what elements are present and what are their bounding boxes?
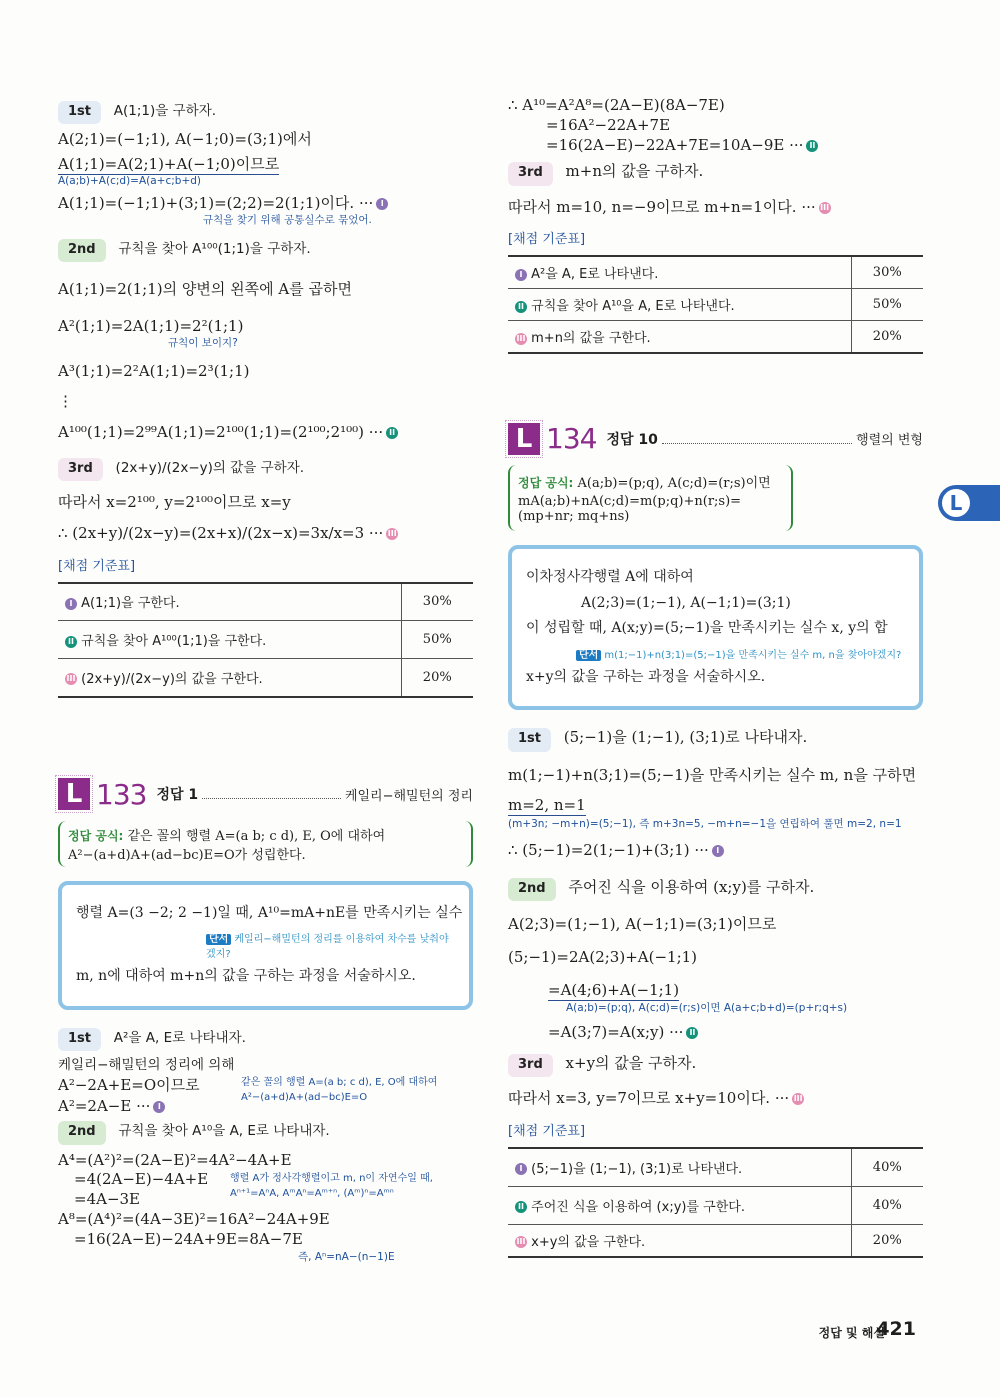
- mark-1-icon: I: [515, 269, 527, 281]
- problem-number: 133: [96, 777, 147, 811]
- solution-line: ⋮: [58, 392, 73, 411]
- hint: 단서 케일리−해밀턴의 정리를 이용하여 차수를 낮춰야겠지?: [206, 934, 449, 961]
- step-heading: [508, 1054, 923, 1077]
- step-heading: [58, 101, 473, 124]
- rubric-table: [508, 1147, 923, 1258]
- dotted-leader: [662, 434, 852, 444]
- step-badge: 2nd: [58, 1121, 106, 1144]
- lesson-l-icon: L: [58, 778, 90, 810]
- step-badge: 1st: [508, 728, 551, 751]
- mark-1-icon: I: [376, 198, 388, 210]
- table-row: I (5;−1)을 (1;−1), (3;1)로 나타낸다. 40%: [508, 1148, 923, 1186]
- problem-header-133: [58, 778, 473, 811]
- step-title: (2x+y)/(2x−y)의 값을 구하자.: [115, 459, 305, 476]
- mark-3-icon: III: [516, 333, 526, 343]
- dotted-leader: [202, 789, 341, 799]
- page-number: 421: [876, 1318, 916, 1340]
- step-badge: 3rd: [58, 458, 103, 481]
- formula-box: 정답 공식: 같은 꼴의 행렬 A=(a b; c d), E, O에 대하여 A²−(a+d)A+(ad−bc)E=O가 성립한다.: [58, 821, 473, 867]
- step-title: A(1;1)을 구하자.: [113, 103, 217, 119]
- mark-2-icon: II: [515, 301, 527, 313]
- topic-label: 케일리−해밀턴의 정리: [344, 788, 473, 804]
- lesson-l-icon: L: [508, 423, 540, 455]
- mark-3-icon: III: [66, 674, 76, 684]
- footer-label: 정답 및 해설: [818, 1326, 885, 1340]
- rubric-table: [508, 255, 923, 354]
- table-row: III m+n의 값을 구한다. 20%: [508, 321, 923, 354]
- mark-1-icon: I: [153, 1101, 165, 1113]
- step-badge: 1st: [58, 101, 101, 124]
- mark-2-icon: II: [515, 1201, 527, 1213]
- solution-line: A³(1;1)=2²A(1;1)=2³(1;1): [58, 361, 250, 380]
- solution-line: 따라서 x=2¹⁰⁰, y=2¹⁰⁰이므로 x=y: [58, 493, 291, 512]
- mark-2-icon: II: [386, 427, 398, 439]
- step-heading: [58, 1121, 473, 1144]
- question-box: 행렬 A=(3 −2; 2 −1)일 때, A¹⁰=mA+nE를 만족시키는 실수 단서 케일리−해밀턴의 정리를 이용하여 차수를 낮춰야겠지? m, n에 대하여 m+n의 값을 구하는 과정을 서술하시오.: [58, 881, 473, 1010]
- mark-1-icon: I: [65, 598, 77, 610]
- answer-label: 정답 1: [156, 787, 199, 804]
- annotation-note: 즉, Aⁿ=nA−(n−1)E: [298, 1251, 395, 1264]
- mark-3-icon: III: [516, 1237, 526, 1246]
- annotation-note: 규칙이 보이지?: [168, 336, 238, 349]
- mark-3-icon: III: [820, 202, 830, 212]
- step-title: (5;−1)을 (1;−1), (3;1)로 나타내자.: [563, 728, 808, 747]
- table-row: I A(1;1)을 구한다. 30%: [58, 583, 473, 621]
- solution-line: A(1;1)=2(1;1)의 양변의 왼쪽에 A를 곱하면: [58, 280, 352, 298]
- annotation-note: 행렬 A가 정사각행렬이고 m, n이 자연수일 때, Aⁿ⁺¹=AⁿA, AᵐAⁿ=Aᵐ⁺ⁿ, (Aᵐ)ⁿ=Aᵐⁿ: [230, 1172, 433, 1199]
- step-badge: 3rd: [508, 1054, 553, 1077]
- step-title: 주어진 식을 이용하여 (x;y)를 구하자.: [568, 877, 815, 896]
- solution-line: A(1;1)=A(2;1)+A(−1;0)이므로 A(a;b)+A(c;d)=A(a+c;b+d): [58, 155, 473, 188]
- rubric-title: [채점 기준표]: [508, 232, 586, 248]
- step-badge: 2nd: [58, 239, 106, 262]
- table-row: III (2x+y)/(2x−y)의 값을 구한다. 20%: [58, 659, 473, 697]
- step-heading: [58, 1028, 473, 1051]
- table-row: II 규칙을 찾아 A¹⁰⁰(1;1)을 구한다. 50%: [58, 621, 473, 659]
- problem-header-134: [508, 422, 923, 455]
- formula-box: 정답 공식: A(a;b)=(p;q), A(c;d)=(r;s)이면 mA(a;b)+nA(c;d)=m(p;q)+n(r;s)=(mp+nr; mq+ns): [508, 465, 793, 531]
- step-heading: [508, 728, 923, 751]
- table-row: II 규칙을 찾아 A¹⁰을 A, E로 나타낸다. 50%: [508, 289, 923, 321]
- chapter-side-tab[interactable]: [938, 485, 1000, 521]
- mark-3-icon: III: [387, 528, 397, 538]
- cayley-block: 케일리−해밀턴의 정리에 의해 A²−2A+E=O이므로 A²=2A−E ··· I 같은 꼴의 행렬 A=(a b; c d), E, O에 대하여 A²−(a+d)A+(ad−bc)E=O: [58, 1056, 438, 1115]
- solution-line: A¹⁰⁰(1;1)=2⁹⁹A(1;1)=2¹⁰⁰(1;1)=(2¹⁰⁰;2¹⁰⁰) ··· II: [58, 423, 473, 442]
- step-title: 규칙을 찾아 A¹⁰⁰(1;1)을 구하자.: [118, 240, 311, 257]
- mark-3-icon: III: [793, 1094, 803, 1104]
- annotation-note: A(a;b)=(p;q), A(c;d)=(r;s)이면 A(a+c;b+d)=(p+r;q+s): [566, 1002, 848, 1015]
- chapter-l-icon: L: [940, 487, 972, 519]
- power-block: A⁴=(A²)²=(2A−E)²=4A²−4A+E =4(2A−E)−4A+E =4A−3E A⁸=(A⁴)²=(4A−3E)²=16A²−24A+9E =16(2A−E)−24A+9E=8A−7E 행렬 A가 정사각행렬이고 m, n이 자연수일 때, Aⁿ⁺¹=AⁿA, AᵐAⁿ=Aᵐ⁺ⁿ, (Aᵐ)ⁿ=Aᵐⁿ 즉, Aⁿ=nA−(n−1)E: [58, 1151, 473, 1265]
- table-row: I A²을 A, E로 나타낸다. 30%: [508, 256, 923, 289]
- annotation-note: (m+3n; −m+n)=(5;−1), 즉 m+3n=5, −m+n=−1을 연립하여 풀면 m=2, n=1: [508, 818, 902, 830]
- step-title: 규칙을 찾아 A¹⁰을 A, E로 나타내자.: [118, 1123, 330, 1140]
- mark-2-icon: II: [806, 140, 818, 152]
- solution-line: A(1;1)=(−1;1)+(3;1)=(2;2)=2(1;1)이다. ··· I 규칙을 찾기 위해 공통실수로 묶었어.: [58, 194, 473, 227]
- topic-label: 행렬의 변형: [856, 433, 923, 449]
- solution-line: A²(1;1)=2A(1;1)=2²(1;1) 규칙이 보이지?: [58, 317, 473, 350]
- rubric-table: [58, 582, 473, 698]
- table-row: III x+y의 값을 구한다. 20%: [508, 1224, 923, 1257]
- right-column: ∴ A¹⁰=A²A⁸=(2A−E)(8A−7E) =16A²−22A+7E =16(2A−E)−22A+7E=10A−9E ··· II 3rd m+n의 값을 구하자. 따라서 m=10, n=−9이므로 m+n=1이다. ··· III [채점 기준표] I A²을 A, E로 나타낸다. 30% II 규칙을 찾아 A¹⁰을 A, E로 나타낸다. 50% III m+n의 값을 구한다. 20% L 134 정답 10 행렬의 변형 정답 공식: A(a;b)=(p;q), A(c;d)=(r;s)이면 mA(a;b)+nA(c;d)=m(p;q)+n(r;s)=(mp+nr; mq+ns) 이차정사각행렬 A에 대하여 A(2;3)=(1;−1), A(−1;1)=(3;1) 이 성립할 때, A(x;y)=(5;−1)을 만족시키는 실수 x, y의 합 단서 m(1;−1)+n(3;1)=(5;−1)을 만족시키는 실수 m, n을 찾아야겠지? x+y의 값을 구하는 과정을 서술하시오. 1st (5;−1)을 (1;−1), (3;1)로 나타내자. m(1;−1)+n(3;1)=(5;−1)을 만족시키는 실수 m, n을 구하면 m=2, n=1 (m+3n; −m+n)=(5;−1), 즉 m+3n=5, −m+n=−1을 연립하여 풀면 m=2, n=1 ∴ (5;−1)=2(1;−1)+(3;1) ··· I 2nd 주어진 식을 이용하여 (x;y)를 구하자. A(2;3)=(1;−1), A(−1;1)=(3;1)이므로 (5;−1)=2A(2;3)+A(−1;1) =A(4;6)+A(−1;1) A(a;b)=(p;q), A(c;d)=(r;s)이면 A(a+c;b+d)=(p+r;q+s) =A(3;7)=A(x;y) ··· II 3rd x+y의 값을 구하자. 따라서 x=3, y=7이므로 x+y=10이다. ··· III [채점 기준표] I (5;−1)을 (1;−1), (3;1)로 나타낸다. 40% II 주어진 식을 이용하여 (x;y)를 구한다. 40% III x+y의 값을 구한다. 20%: [508, 95, 923, 1258]
- mark-2-icon: II: [65, 636, 77, 648]
- mark-1-icon: I: [712, 845, 724, 857]
- solution-line: ∴ (2x+y)/(2x−y)=(2x+x)/(2x−x)=3x/x=3 ··· III: [58, 523, 397, 542]
- step-heading: [58, 458, 473, 481]
- step-heading: [508, 878, 923, 901]
- mark-2-icon: II: [686, 1027, 698, 1039]
- annotation-note: 규칙을 찾기 위해 공통실수로 묶었어.: [203, 213, 372, 226]
- step-title: m+n의 값을 구하자.: [565, 162, 704, 181]
- step-title: x+y의 값을 구하자.: [565, 1054, 697, 1072]
- solution-line: A(2;1)=(−1;1), A(−1;0)=(3;1)에서: [58, 130, 312, 149]
- rubric-title: [채점 기준표]: [508, 1124, 586, 1139]
- step-heading: [508, 162, 923, 185]
- step-badge: 2nd: [508, 878, 556, 901]
- problem-number: 134: [546, 422, 597, 456]
- hint: 단서 m(1;−1)+n(3;1)=(5;−1)을 만족시키는 실수 m, n을 찾아야겠지?: [576, 646, 905, 661]
- step-badge: 1st: [58, 1028, 101, 1051]
- step-badge: 3rd: [508, 162, 553, 185]
- step-title: A²을 A, E로 나타내자.: [113, 1029, 246, 1046]
- question-box: 이차정사각행렬 A에 대하여 A(2;3)=(1;−1), A(−1;1)=(3;1) 이 성립할 때, A(x;y)=(5;−1)을 만족시키는 실수 x, y의 합 단서 m(1;−1)+n(3;1)=(5;−1)을 만족시키는 실수 m, n을 찾아야겠지? x+y의 값을 구하는 과정을 서술하시오.: [508, 545, 923, 710]
- rubric-title: [채점 기준표]: [58, 558, 136, 574]
- left-column: [58, 95, 473, 1264]
- answer-label: 정답 10: [606, 431, 658, 448]
- table-row: II 주어진 식을 이용하여 (x;y)를 구한다. 40%: [508, 1186, 923, 1224]
- step-heading: [58, 239, 473, 262]
- mark-1-icon: I: [515, 1163, 527, 1175]
- annotation-note: A(a;b)+A(c;d)=A(a+c;b+d): [58, 174, 202, 187]
- annotation-note: 같은 꼴의 행렬 A=(a b; c d), E, O에 대하여 A²−(a+d)A+(ad−bc)E=O: [241, 1076, 438, 1103]
